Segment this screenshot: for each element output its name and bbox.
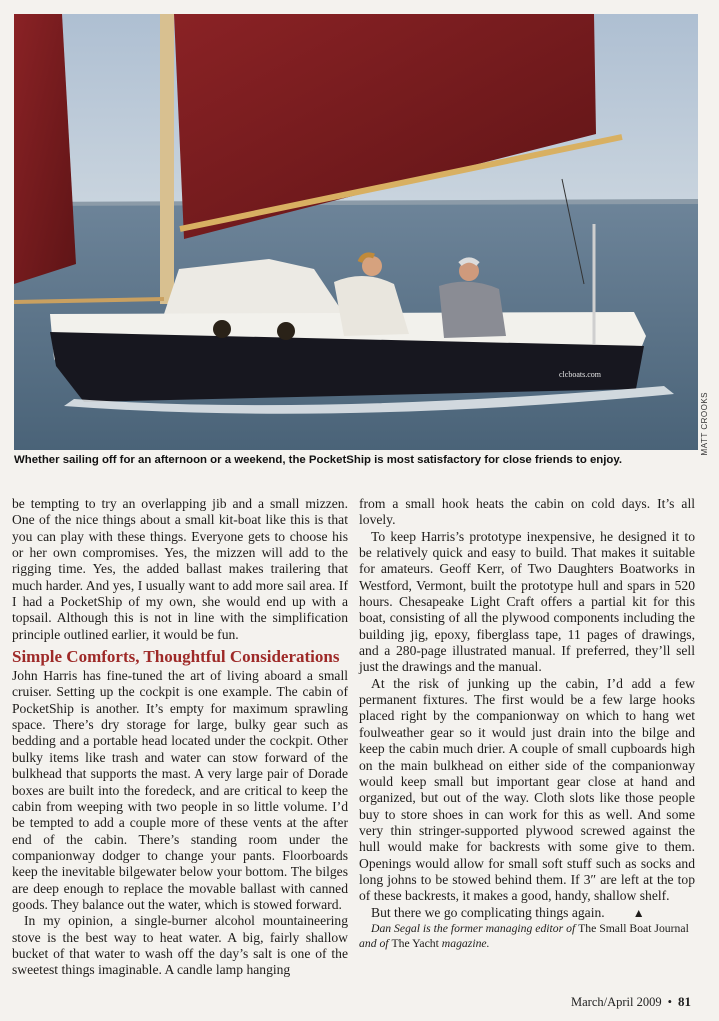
issue-date: March/April 2009	[571, 995, 662, 1009]
right-column	[359, 496, 695, 951]
boat-photo	[14, 14, 698, 450]
closing-paragraph	[359, 905, 695, 921]
hull-lettering: clcboats.com	[559, 370, 601, 379]
author-bio: Dan Segal is the former managing editor of The Small Boat Journal and of The Yacht magazine.	[359, 921, 689, 950]
end-mark-icon: ▲	[632, 905, 645, 920]
paragraph: At the risk of junking up the cabin, I’d add a few permanent fixtures. The first would be a few large hooks placed right by the companionway on which to hang wet foulweather gear so it would just drain into the bilge and keep the cabin much drier. A couple of small cupboards high on the main bulkhead on either side of the companionway would keep small but important gear close at hand and organized, but out of the way. Cloth slots like those people buy to store shoes in can work for this as well. And some very thin stringer-supported plywood screwed against the hull would make for backrests with some give to them. Openings would allow for small soft stuff such as socks and long johns to be stowed behind them. If 3″ are left at the top of these backrests, it makes a good, handy, shallow shelf.	[359, 675, 695, 904]
sailor-2	[439, 282, 506, 338]
separator-dot: •	[667, 995, 672, 1009]
paragraph: To keep Harris’s prototype inexpensive, he designed it to be relatively quick and easy to build. That makes it suitable for amateurs. Geoff Kerr, of Two Daughters Boatworks in Westford, Vermont, built the prototype hull and spars in 520 hours. Chesapeake Light Craft offers a partial kit for this boat, consisting of all the plywood components including the building jig, epoxy, fiberglass tape, 11 pages of drawings, and a 280-page illustrated manual. If preferred, they’ll sell just the drawings and the manual.	[359, 528, 695, 675]
page-number: 81	[678, 994, 691, 1009]
paragraph: In my opinion, a single-burner alcohol mountaineering stove is the best way to heat water. A big, fairly shallow bucket of that water to wash off the day’s salt is one of the sweetest things imaginable. A candle lamp hanging	[12, 913, 348, 978]
paragraph: be tempting to try an overlapping jib and a small mizzen. One of the nice things about a small kit-boat like this is that you can play with these things. Everyone gets to choose his or her own compromises. Yes, the mizzen will add to the rigging time. Yes, the added ballast makes trailering that much harder. And yes, I usually want to add more sail area. If I had a PocketShip of my own, she would end up with a topsail. Although this is not in line with the simplification principle outlined earlier, it would be fun.	[12, 496, 348, 642]
paragraph: from a small hook heats the cabin on cold days. It’s all lovely.	[359, 496, 695, 528]
left-column	[12, 496, 348, 979]
porthole	[277, 322, 295, 340]
section-heading: Simple Comforts, Thoughtful Considerations	[12, 647, 340, 667]
porthole	[213, 320, 231, 338]
closing-text: But there we go complicating things again.	[371, 904, 605, 920]
photo-caption: Whether sailing off for an afternoon or a weekend, the PocketShip is most satisfactory for close friends to enjoy.	[14, 454, 623, 466]
sailboat-illustration	[14, 14, 698, 450]
mast	[160, 14, 174, 304]
paragraph: John Harris has fine-tuned the art of living aboard a small cruiser. Setting up the cockpit is one example. The cabin of PocketShip is another. It’s empty for maximum sprawling space. There’s dry storage for large, bulky gear such as bedding and a portable head located under the cockpit. Other bulky items like trash and water can stow forward of the bulkhead that supports the mast. A very large pair of Dorade boxes are built into the foredeck, and are critical to keep the cabin from weeping with two people in so little volume. I’d be tempted to add a couple more of these vents at the after end of the cabin. There’s standing room under the companionway dodger to change your pants. Floorboards keep the inevitable bilgewater below your bottom. The bilges are deep enough to replace the movable ballast with canned goods. They balance out the water, which is stowed forward.	[12, 668, 348, 912]
page-footer	[571, 994, 691, 1010]
photo-credit: MATT CROOKS	[700, 392, 709, 456]
